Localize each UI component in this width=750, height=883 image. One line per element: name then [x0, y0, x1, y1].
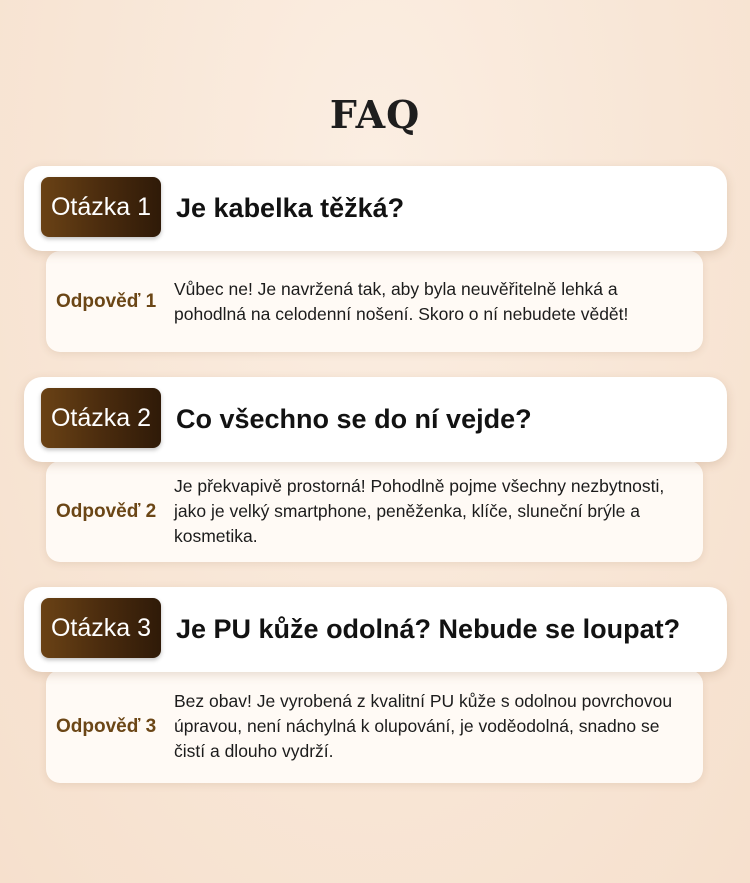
answer-card-2 — [46, 461, 703, 562]
answer-label: Odpověď 3 — [56, 715, 157, 737]
question-badge: Otázka 1 — [41, 177, 161, 237]
question-card-1[interactable] — [24, 166, 727, 251]
question-text: Je kabelka těžká? — [176, 193, 405, 223]
answer-label: Odpověď 2 — [56, 500, 157, 522]
question-badge: Otázka 3 — [41, 598, 161, 658]
faq-title: FAQ — [329, 92, 421, 137]
answer-text: Bez obav! Je vyrobená z kvalitní PU kůže s odolnou povrchovou úpravou, není náchylná k olupování, je voděodolná, snadno se čistí a dlouho vydrží. — [174, 691, 673, 761]
question-card-2[interactable] — [24, 377, 727, 462]
question-text: Je PU kůže odolná? Nebude se loupat? — [176, 614, 681, 644]
question-card-3[interactable] — [24, 587, 727, 672]
question-text: Co všechno se do ní vejde? — [176, 404, 532, 434]
answer-card-3 — [46, 670, 703, 783]
question-badge: Otázka 2 — [41, 388, 161, 448]
answer-text: Vůbec ne! Je navržená tak, aby byla neuvěřitelně lehká a pohodlná na celodenní nošení. Skoro o ní nebudete vědět! — [174, 278, 629, 324]
answer-card-1 — [46, 251, 703, 352]
answer-label: Odpověď 1 — [56, 290, 157, 312]
answer-text: Je překvapivě prostorná! Pohodlně pojme všechny nezbytnosti, jako je velký smartphone, peněženka, klíče, sluneční brýle a kosmetika. — [174, 476, 665, 546]
